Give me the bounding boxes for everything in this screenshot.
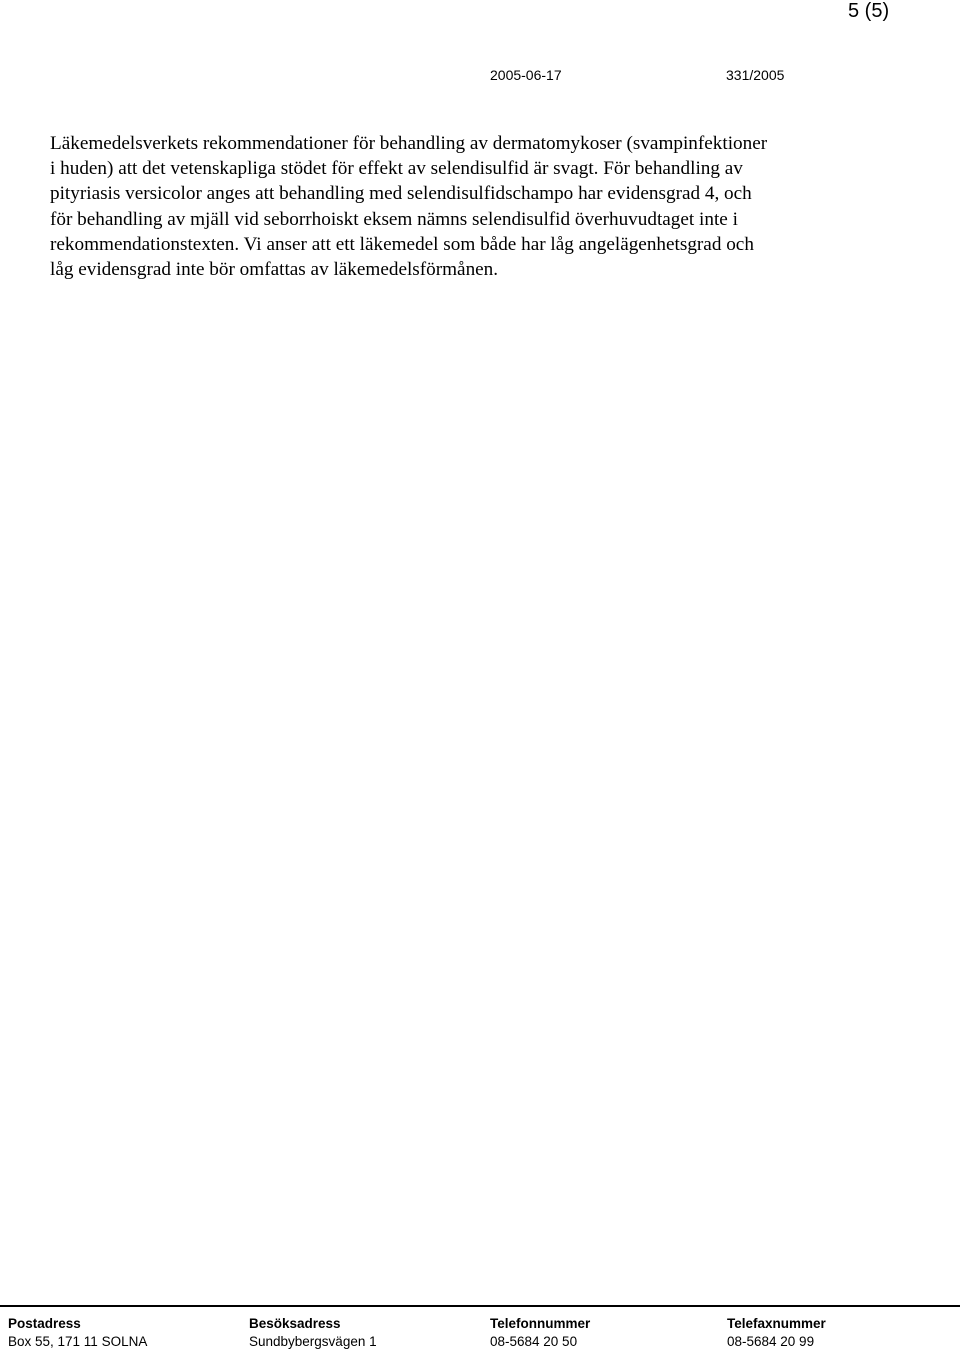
visiting-address-value: Sundbybergsvägen 1 [249, 1334, 377, 1349]
page-number: 5 (5) [848, 0, 890, 22]
body-paragraph [50, 131, 870, 282]
footer-postal-address [8, 1315, 147, 1351]
document-reference: 331/2005 [726, 67, 785, 83]
body-line: Läkemedelsverkets rekommendationer för behandling av dermatomykoser (svampinfektioner [50, 133, 768, 154]
visiting-address-label: Besöksadress [249, 1316, 341, 1331]
footer-visiting-address [249, 1315, 377, 1351]
body-line: i huden) att det vetenskapliga stödet för effekt av selendisulfid är svagt. För behandling av [50, 158, 743, 180]
fax-value: 08-5684 20 99 [727, 1334, 815, 1349]
phone-value: 08-5684 20 50 [490, 1334, 578, 1349]
body-line: låg evidensgrad inte bör omfattas av läkemedelsförmånen. [50, 259, 499, 281]
phone-label: Telefonnummer [490, 1316, 591, 1331]
footer-fax [727, 1315, 826, 1351]
fax-label: Telefaxnummer [727, 1316, 826, 1331]
footer-phone [490, 1315, 590, 1351]
body-line: pityriasis versicolor anges att behandling med selendisulfidschampo har evidensgrad 4, och [50, 183, 752, 205]
body-line: för behandling av mjäll vid seborrhoiskt eksem nämns selendisulfid överhuvudtaget inte i [50, 208, 738, 230]
document-date: 2005-06-17 [490, 67, 562, 83]
body-line: rekommendationstexten. Vi anser att ett läkemedel som både har låg angelägenhetsgrad och [50, 233, 754, 255]
postal-address-label: Postadress [8, 1316, 81, 1331]
footer-divider [0, 1305, 960, 1307]
postal-address-value: Box 55, 171 11 SOLNA [8, 1334, 148, 1349]
